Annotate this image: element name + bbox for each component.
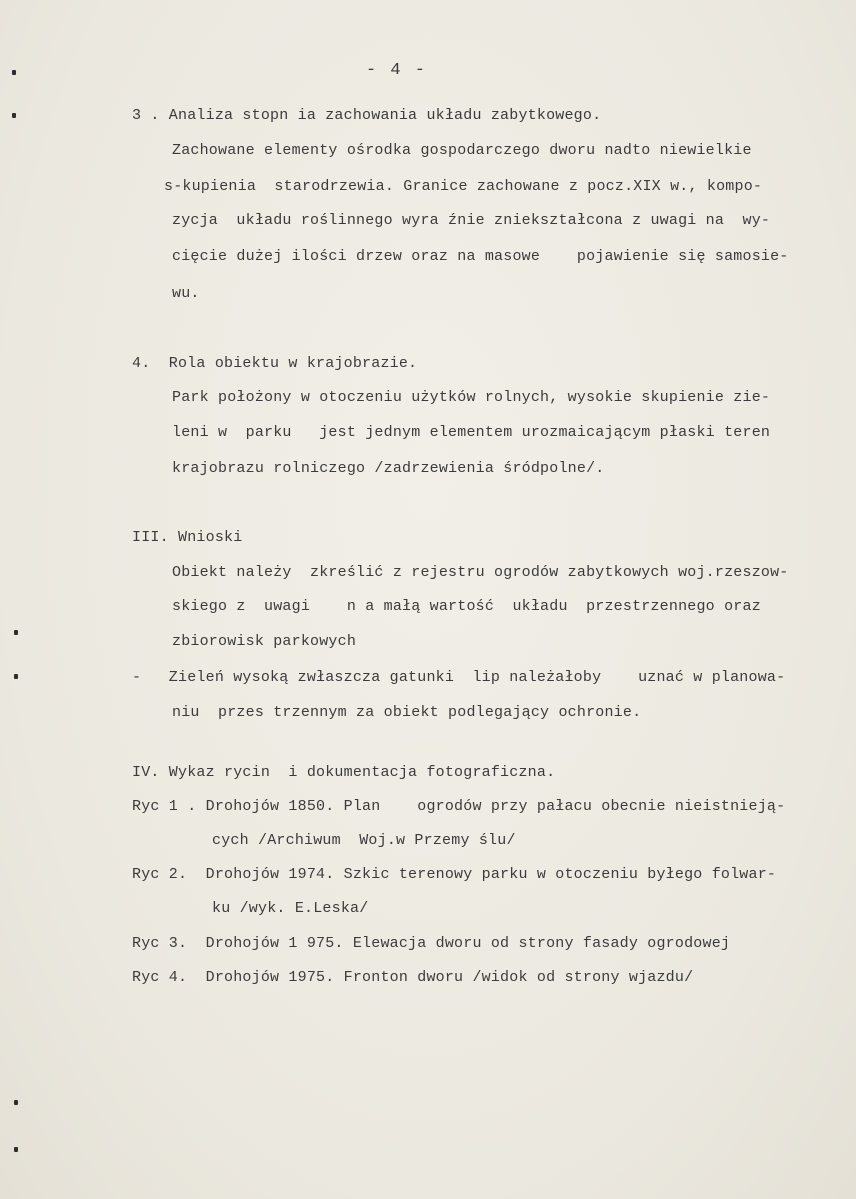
punch-mark [14, 674, 18, 679]
body-line: wu. [172, 285, 200, 302]
figure-list-item: Ryc 2. Drohojów 1974. Szkic terenowy parku w otoczeniu byłego folwar- [132, 866, 777, 883]
figure-list-item: cych /Archiwum Woj.w Przemy ślu/ [212, 832, 516, 849]
page-number: - 4 - [366, 61, 428, 80]
figure-list-item: Ryc 4. Drohojów 1975. Fronton dworu /widok od strony wjazdu/ [132, 969, 694, 986]
section-heading: 4. Rola obiektu w krajobrazie. [132, 355, 418, 372]
body-line: cięcie dużej ilości drzew oraz na masowe pojawienie się samosie- [172, 248, 789, 265]
body-line: zycja układu roślinnego wyra źnie zniekształcona z uwagi na wy- [172, 212, 771, 229]
body-line: krajobrazu rolniczego /zadrzewienia śródpolne/. [172, 460, 605, 477]
body-line: skiego z uwagi n a małą wartość układu przestrzennego oraz [172, 598, 761, 615]
section-heading: III. Wnioski [132, 529, 243, 546]
punch-mark [14, 630, 18, 635]
punch-mark [14, 1147, 18, 1152]
body-line: s-kupienia starodrzewia. Granice zachowane z pocz.XIX w., kompo- [164, 178, 763, 195]
figure-list-item: Ryc 3. Drohojów 1 975. Elewacja dworu od strony fasady ogrodowej [132, 935, 731, 952]
punch-mark [12, 113, 16, 118]
body-line: zbiorowisk parkowych [172, 633, 357, 650]
figure-list-item: Ryc 1 . Drohojów 1850. Plan ogrodów przy pałacu obecnie nieistnieją- [132, 798, 786, 815]
body-line: Obiekt należy zkreślić z rejestru ogrodów zabytkowych woj.rzeszow- [172, 564, 789, 581]
section-heading: IV. Wykaz rycin i dokumentacja fotograficzna. [132, 764, 556, 781]
body-line: leni w parku jest jednym elementem urozmaicającym płaski teren [172, 424, 771, 441]
body-line: niu przes trzennym za obiekt podlegający ochronie. [172, 704, 642, 721]
figure-list-item: ku /wyk. E.Leska/ [212, 900, 369, 917]
body-line: Park położony w otoczeniu użytków rolnych, wysokie skupienie zie- [172, 389, 771, 406]
section-heading: 3 . Analiza stopn ia zachowania układu zabytkowego. [132, 107, 602, 124]
punch-mark [14, 1100, 18, 1105]
punch-mark [12, 70, 16, 75]
body-line: Zachowane elementy ośrodka gospodarczego dworu nadto niewielkie [172, 142, 752, 159]
body-line: - Zieleń wysoką zwłaszcza gatunki lip należałoby uznać w planowa- [132, 669, 786, 686]
